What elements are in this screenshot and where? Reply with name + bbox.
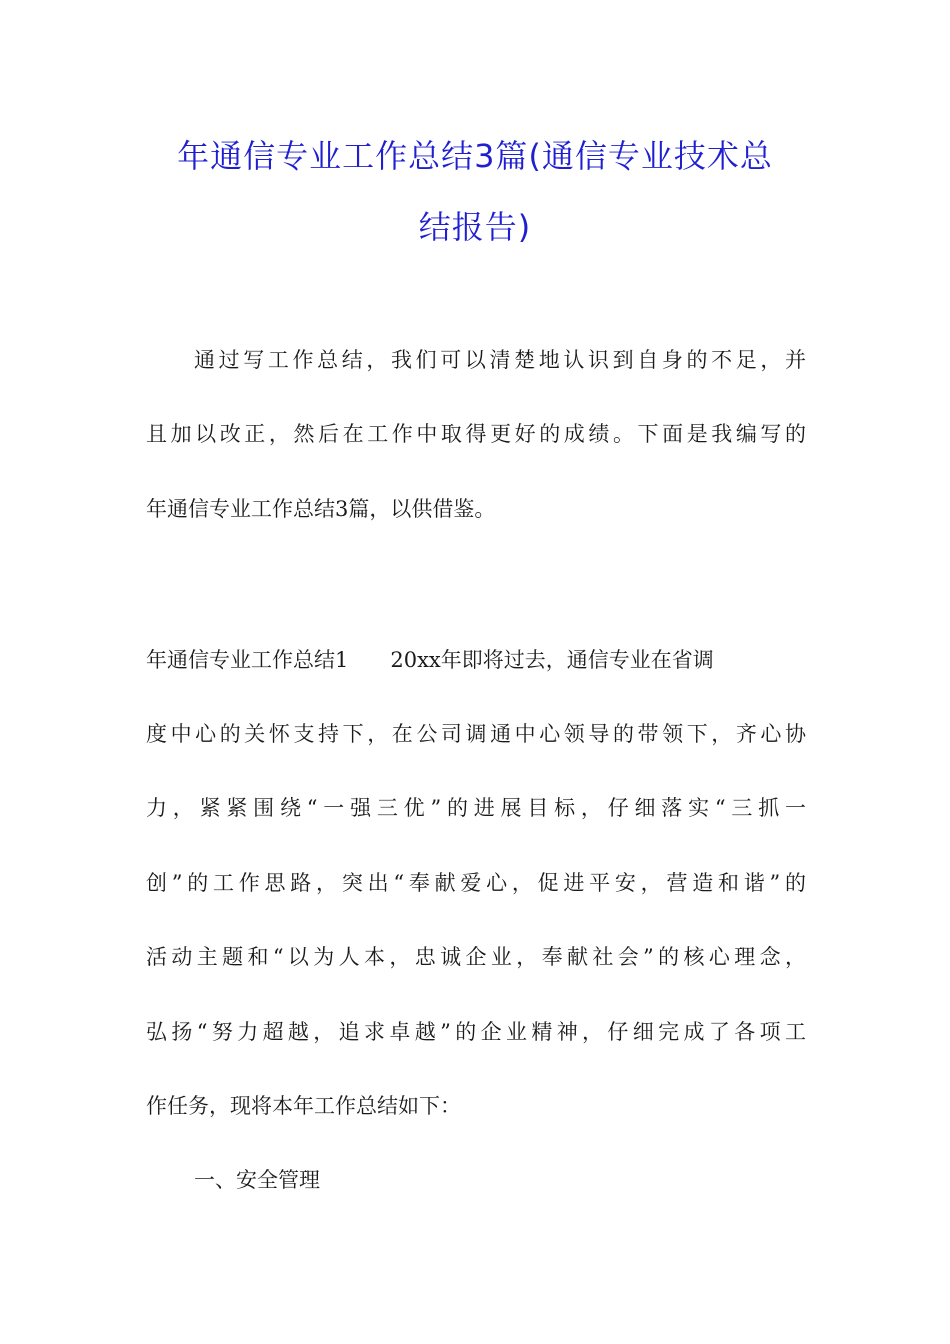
section1-paragraph-line-1: 年通信专业工作总结1 20xx年即将过去，通信专业在省调 — [146, 648, 714, 672]
section1-paragraph-line-2: 度中心的关怀支持下，在公司调通中心领导的带领下，齐心协 — [146, 722, 806, 746]
intro-paragraph-line-3: 年通信专业工作总结3篇，以供借鉴。 — [146, 497, 496, 521]
document-title-line-1: 年通信专业工作总结3篇(通信专业技术总 — [177, 137, 773, 175]
intro-paragraph-line-1: 通过写工作总结，我们可以清楚地认识到自身的不足，并 — [194, 348, 806, 372]
section-heading-safety-management: 一、安全管理 — [194, 1168, 320, 1192]
section1-paragraph-line-6: 弘扬“努力超越，追求卓越”的企业精神，仔细完成了各项工 — [146, 1020, 806, 1044]
section1-paragraph-line-7: 作任务，现将本年工作总结如下： — [146, 1094, 461, 1118]
section1-paragraph-line-4: 创”的工作思路，突出“奉献爱心，促进平安，营造和谐”的 — [146, 871, 806, 895]
intro-paragraph-line-2: 且加以改正，然后在工作中取得更好的成绩。下面是我编写的 — [146, 422, 806, 446]
section1-paragraph-line-3: 力，紧紧围绕“一强三优”的进展目标，仔细落实“三抓一 — [146, 796, 806, 820]
section1-paragraph-line-5: 活动主题和“以为人本，忠诚企业，奉献社会”的核心理念， — [146, 945, 806, 969]
document-title-line-2: 结报告) — [418, 208, 532, 246]
